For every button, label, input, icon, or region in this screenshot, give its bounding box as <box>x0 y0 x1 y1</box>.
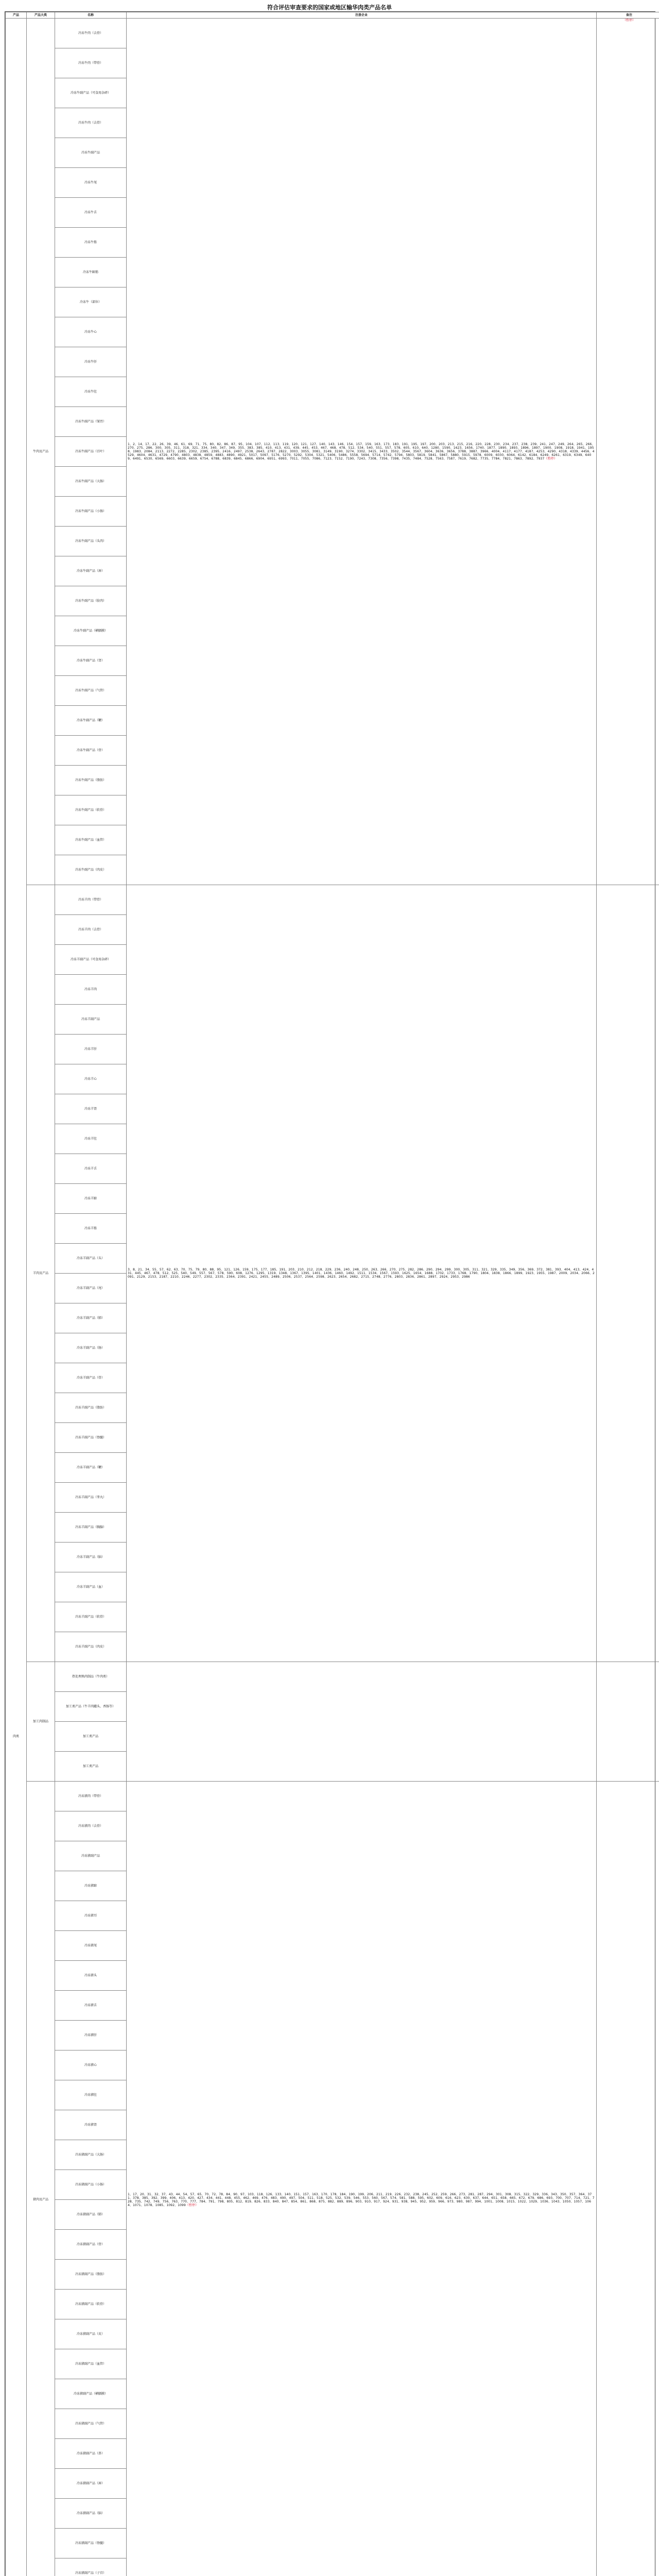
product-name-cell: 冷冻羊副产品（血） <box>55 1572 127 1602</box>
registered-codes-text: 1、2、14、17、22、26、39、46、61、69、71、75、80、82、86、87、95、104、107、112、113、119、120、121、127、140、143、146、154、157、159、163、173、183、191、195、197、200、203、213、215、216、220、228、230、234、237、238、239、241、247、249、264、265、266、270、275、286、300、305、311、318、321、334、340、347、349、355、383、385、410、413、431、439、445、453、467、468、478、512、534、540、551、557、578、605、610、640、1280、1590、1623、1656、1740、1877、1890、1893、1896、1897、1900、1908、1918、1941、1958、1983、2084、2113、2272、2285、2302、2385、2395、2416、2497、2538、2643、2787、2822、3003、3055、3081、3149、3190、3274、3302、3415、3433、3502、3544、3567、3604、3636、3656、3788、3887、3966、4004、4117、4177、4187、4253、4290、4318、4339、4456、4529、4604、4631、4729、4790、4803、4838、4859、4883、4890、4921、5017、5097、5176、5270、5292、5304、5321、5406、5486、5558、5694、5714、5742、5794、5803、5819、5841、5867、5880、5915、5978、6009、6030、6064、6142、6184、6249、6261、6319、6349、6409、6491、6530、6569、6603、6639、6659、6754、6788、6839、6845、6866、6904、6951、6993、7011、7055、7086、7123、7152、7190、7243、7308、7356、7398、7435、7484、7528、7563、7587、7619、7682、7735、7784、7821、7863、7892、7937（暂停） <box>128 443 595 461</box>
product-name-cell: 冷冻猪耳 <box>55 1901 127 1931</box>
note-cell <box>597 1782 659 2576</box>
product-name-cell: 冷冻猪副产品（骨） <box>55 2230 127 2260</box>
product-name-cell: 冷冻牛副产品（唇） <box>55 556 127 586</box>
product-name-cell: 冷冻猪舌 <box>55 1991 127 2021</box>
product-name-cell: 冷冻牛蹄筋 <box>55 258 127 287</box>
product-name-cell: 加工类产品（牛羊肉罐头、香肠等） <box>55 1692 127 1722</box>
document-title: 符合评估审查要求的国家或地区输华肉类产品名单 <box>267 4 392 11</box>
product-name-cell: 冷冻牛肉（带骨） <box>55 48 127 78</box>
product-name-cell: 冷冻羊副产品（软骨） <box>55 1602 127 1632</box>
group-cell: 猪肉及产品 <box>27 1782 55 2576</box>
product-name-cell: 冷冻牛肉（去骨） <box>55 108 127 138</box>
header-group: 产品大类 <box>27 12 55 19</box>
product-name-cell: 冷冻羊肉 <box>55 975 127 1005</box>
product-name-cell: 冷冻猪头 <box>55 1961 127 1991</box>
group-cell: 牛肉及产品 <box>27 19 55 885</box>
product-name-cell: 冷冻猪副产品（脂肪） <box>55 2260 127 2290</box>
product-name-cell: 冷冻牛副产品（横膈膜） <box>55 616 127 646</box>
product-name-cell: 冷冻牛副产品（百叶） <box>55 437 127 467</box>
table-row <box>6 19 659 48</box>
product-name-cell: 冷冻猪肉（带骨） <box>55 1782 127 1811</box>
product-name-cell: 冷冻羊副产品（肠） <box>55 1333 127 1363</box>
product-name-cell: 冷冻猪副产品（肺） <box>55 2200 127 2230</box>
product-name-cell: 冷冻猪肚 <box>55 2080 127 2110</box>
product-name-cell: 冷冻牛副产品（肾） <box>55 646 127 676</box>
table-row <box>6 1782 659 1811</box>
product-name-cell: 冷冻羊筋 <box>55 1214 127 1244</box>
registered-codes-text: 1、17、20、31、32、37、43、44、54、57、65、70、72、78、84、90、97、103、118、126、133、140、151、157、163、170、178、184、190、199、206、211、219、226、232、238、245、252、259、266、273、281、287、294、301、308、315、322、329、336、343、350、357、364、371、378、385、392、399、406、413、420、427、434、441、448、455、462、469、476、483、490、497、504、511、518、525、532、539、546、553、560、567、574、581、588、595、602、609、616、623、630、637、644、651、658、665、672、679、686、693、700、707、714、721、728、735、742、749、756、763、770、777、784、791、798、805、812、819、826、833、840、847、854、861、868、875、882、889、896、903、910、917、924、931、938、945、952、959、966、973、980、987、994、1001、1008、1015、1022、1029、1036、1043、1050、1057、1064、1071、1078、1085、1092、1099（暂停） <box>128 2192 595 2207</box>
group-cell: 加工肉制品 <box>27 1662 55 1782</box>
product-name-cell: 冷冻猪肉（去骨） <box>55 1811 127 1841</box>
product-name-cell: 冷冻牛副产品（脸肉） <box>55 586 127 616</box>
product-name-cell: 冷冻牛肝 <box>55 347 127 377</box>
product-name-cell: 冷冻牛副产品（可食用杂碎） <box>55 78 127 108</box>
product-name-cell: 冷冻羊副产品（肺） <box>55 1303 127 1333</box>
product-name-cell: 冷冻猪肝 <box>55 2021 127 2050</box>
product-name-cell: 冷冻羊肉（去骨） <box>55 915 127 945</box>
note-cell: （暂停） <box>597 19 659 885</box>
product-name-cell: 冷冻牛副产品（鞭） <box>55 706 127 736</box>
product-name-cell: 冷冻牛舌 <box>55 198 127 228</box>
product-name-cell: 冷冻牛副产品（皱胃） <box>55 407 127 437</box>
product-name-cell: 冷冻羊副产品（可食用杂碎） <box>55 945 127 975</box>
product-name-cell: 冷冻猪肾 <box>55 2110 127 2140</box>
product-name-cell: 冷冻牛副产品 <box>55 138 127 168</box>
product-name-cell: 冷冻羊肚 <box>55 1124 127 1154</box>
header-codes: 注册企业 <box>127 12 597 19</box>
table-header-row <box>6 12 659 19</box>
products-table <box>5 11 655 2576</box>
product-name-cell: 冷冻羊副产品（尾） <box>55 1274 127 1303</box>
product-name-cell: 冷冻羊副产品（骨） <box>55 1363 127 1393</box>
registered-codes-cell <box>127 1662 597 1782</box>
product-name-cell: 冷冻猪副产品（大肠） <box>55 2140 127 2170</box>
product-name-cell: 冷冻牛尾 <box>55 168 127 198</box>
product-name-cell: 冷冻羊副产品 <box>55 1005 127 1035</box>
product-name-cell: 冷冻牛副产品（软骨） <box>55 795 127 825</box>
suspended-mark: （暂停） <box>544 457 557 461</box>
product-name-cell: 冷冻羊副产品（脑） <box>55 1543 127 1572</box>
product-name-cell: 冷冻羊心 <box>55 1064 127 1094</box>
product-name-cell: 冷冻羊蹄 <box>55 1184 127 1214</box>
suspended-mark: （暂停） <box>185 2203 199 2207</box>
product-name-cell: 冷冻牛副产品（大肠） <box>55 467 127 497</box>
product-name-cell: 冷冻牛肚 <box>55 377 127 407</box>
registered-codes-cell <box>127 1782 597 2576</box>
group-cell: 羊肉及产品 <box>27 885 55 1662</box>
product-name-cell: 冷冻羊肾 <box>55 1094 127 1124</box>
product-name-cell: 冷冻猪副产品（血管） <box>55 2349 127 2379</box>
product-name-cell: 冷冻羊肉（带骨） <box>55 885 127 915</box>
product-name-cell: 冷冻猪副产品（脊髓） <box>55 2529 127 2558</box>
registered-codes-cell <box>127 19 597 885</box>
product-name-cell: 加工类产品 <box>55 1722 127 1752</box>
note-cell <box>597 1662 659 1782</box>
header-name: 名称 <box>55 12 127 19</box>
product-name-cell: 冷冻猪尾 <box>55 1931 127 1961</box>
product-name-cell: 冷冻猪副产品（小肠） <box>55 2170 127 2200</box>
product-name-cell: 加工类产品 <box>55 1752 127 1782</box>
product-name-cell: 冷冻猪副产品（子宫） <box>55 2558 127 2576</box>
registered-codes-text: 3、8、21、34、55、57、62、63、70、75、79、80、88、95、121、126、159、175、177、185、191、203、210、212、218、229、236、240、248、250、263、266、270、275、282、286、290、294、299、300、305、311、321、329、335、349、356、369、372、381、393、404、413、424、431、445、467、478、512、525、540、549、557、567、578、590、608、1276、1295、1319、1348、1367、1395、1401、1436、1460、1492、1511、1534、1567、1593、1625、1654、1688、1702、1733、1768、1790、1804、1838、1866、1899、1923、1955、1987、2009、2034、2066、2091、2129、2153、2187、2210、2246、2277、2302、2335、2364、2391、2421、2455、2489、2506、2537、2564、2598、2623、2654、2682、2715、2748、2776、2803、2836、2861、2897、2924、2953、2986 <box>128 1268 595 1279</box>
product-name-cell: 冷冻牛副产品（血管） <box>55 825 127 855</box>
product-name-cell: 冷冻猪心 <box>55 2050 127 2080</box>
product-name-cell: 冷冻牛副产品（小肠） <box>55 497 127 527</box>
product-name-cell: 冷冻羊肝 <box>55 1035 127 1064</box>
table-body <box>6 19 659 2576</box>
product-name-cell: 冷冻猪副产品 <box>55 1841 127 1871</box>
product-name-cell: 冷冻猪副产品（唇） <box>55 2469 127 2499</box>
product-name-cell: 冷冻猪副产品（横膈膜） <box>55 2379 127 2409</box>
product-name-cell: 冷冻牛肉（去骨） <box>55 19 127 48</box>
product-name-cell: 冷冻羊副产品（肉皮） <box>55 1632 127 1662</box>
product-name-cell: 冷冻羊副产品（脊髓） <box>55 1423 127 1453</box>
product-name-cell: 冷冻猪副产品（鼻） <box>55 2439 127 2469</box>
product-name-cell: 冷冻猪副产品（气管） <box>55 2409 127 2439</box>
product-name-cell: 冷冻牛副产品（气管） <box>55 676 127 706</box>
product-name-cell: 冷冻猪副产品（皮） <box>55 2319 127 2349</box>
product-name-cell: 冷冻羊副产品（胸腺） <box>55 1513 127 1543</box>
note-cell <box>597 885 659 1662</box>
product-name-cell: 冷冻牛副产品（骨） <box>55 736 127 766</box>
product-name-cell: 冷冻牛（部位） <box>55 287 127 317</box>
product-name-cell: 冷冻牛副产品（头肉） <box>55 527 127 556</box>
product-name-cell: 冷冻牛副产品（脂肪） <box>55 766 127 795</box>
product-name-cell: 热处理熟肉制品（牛肉类） <box>55 1662 127 1692</box>
header-category: 产品 <box>6 12 27 19</box>
product-name-cell: 冷冻羊舌 <box>55 1154 127 1184</box>
product-name-cell: 冷冻羊副产品（脂肪） <box>55 1393 127 1423</box>
product-name-cell: 冷冻猪副产品（软骨） <box>55 2290 127 2319</box>
product-name-cell: 冷冻羊副产品（睾丸） <box>55 1483 127 1513</box>
product-name-cell: 冷冻牛心 <box>55 317 127 347</box>
products-table-grid <box>5 12 659 2576</box>
product-name-cell: 冷冻羊副产品（头） <box>55 1244 127 1274</box>
product-name-cell: 冷冻牛副产品（肉皮） <box>55 855 127 885</box>
product-name-cell: 冷冻牛筋 <box>55 228 127 258</box>
category-cell: 肉类 <box>6 19 27 2576</box>
registered-codes-cell <box>127 885 597 1662</box>
table-row <box>6 1662 659 1692</box>
product-name-cell: 冷冻猪蹄 <box>55 1871 127 1901</box>
product-name-cell: 冷冻羊副产品（鞭） <box>55 1453 127 1483</box>
table-row <box>6 885 659 915</box>
product-name-cell: 冷冻猪副产品（脑） <box>55 2499 127 2529</box>
header-note: 备注 <box>597 12 659 19</box>
